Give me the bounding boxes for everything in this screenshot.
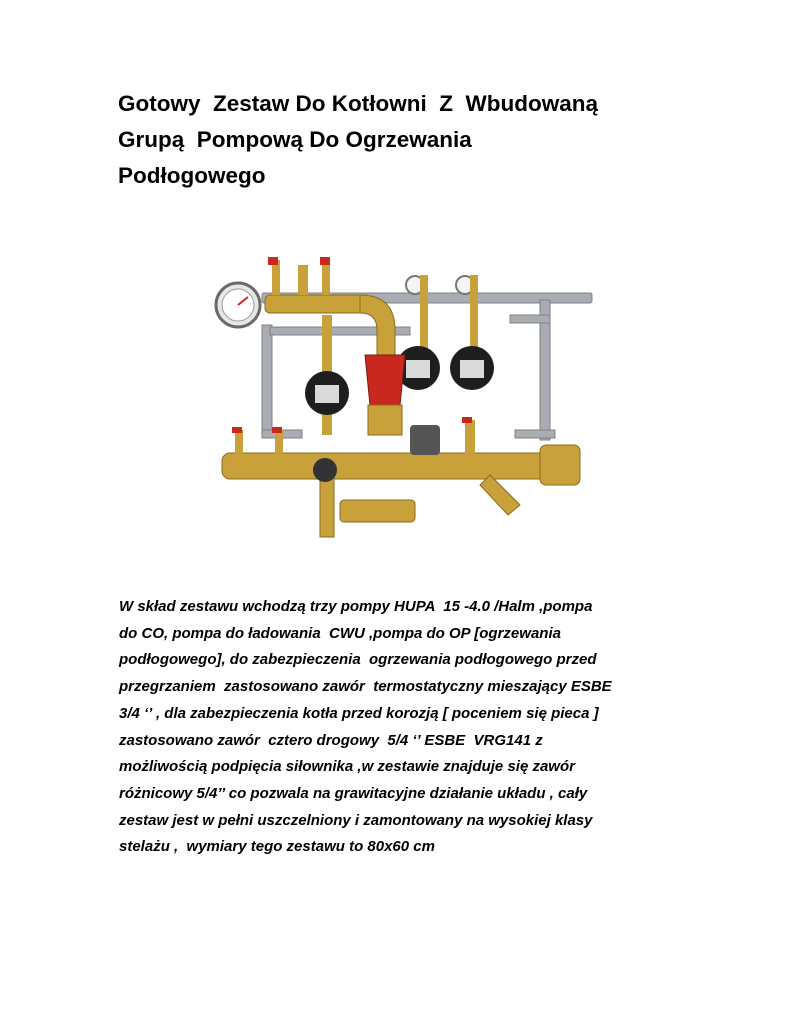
body-line: do CO, pompa do ładowania CWU ,pompa do OP [ogrzewania [119, 624, 561, 642]
title-line: Podłogowego [118, 163, 266, 188]
differential-valve [365, 355, 405, 435]
body-line: stelażu , wymiary tego zestawu to 80x60 cm [119, 838, 435, 856]
body-line: różnicowy 5/4’’ co pozwala na grawitacyjne działanie układu , cały [119, 784, 588, 802]
body-line: podłogowego], do zabezpieczenia ogrzewania podłogowego przed [119, 651, 597, 669]
pressure-gauge-icon [216, 283, 260, 327]
body-line: zestaw jest w pełni uszczelniony i zamontowany na wysokiej klasy [119, 811, 593, 829]
description-paragraph [119, 594, 679, 861]
body-line: zastosowano zawór cztero drogowy 5/4 ‘’ ESBE VRG141 z [119, 731, 543, 749]
title-line: Grupą Pompową Do Ogrzewania [118, 127, 472, 152]
title-line: Gotowy Zestaw Do Kotłowni Z Wbudowaną [118, 91, 598, 116]
thermometer-gauges [406, 276, 474, 294]
body-line: 3/4 ‘’ , dla zabezpieczenia kotła przed korozją [ poceniem się pieca ] [119, 704, 599, 722]
body-line: możliwością podpięcia siłownika ,w zestawie znajduje się zawór [119, 758, 575, 776]
boiler-manifold-photo [210, 245, 595, 545]
body-line: przegrzaniem zastosowano zawór termostatyczny mieszający ESBE [119, 678, 612, 696]
document-title [118, 86, 738, 194]
body-line: W skład zestawu wchodzą trzy pompy HUPA 15 -4.0 /Halm ,pompa [119, 598, 593, 615]
